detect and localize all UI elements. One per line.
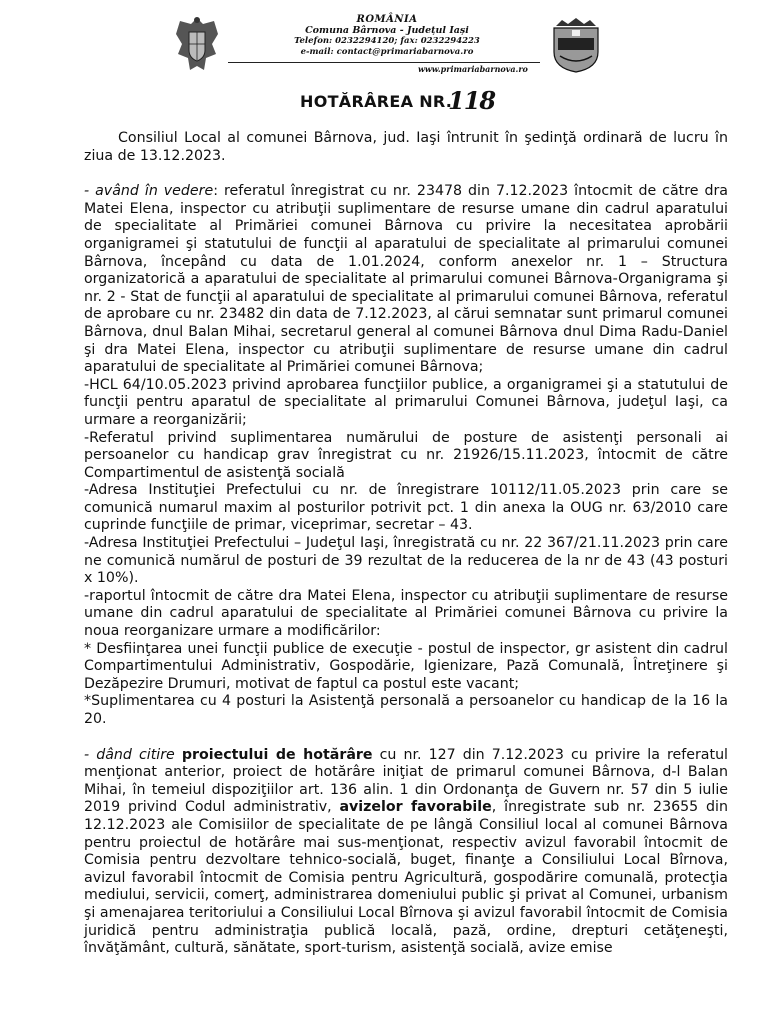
considering-item: * Desfiinţarea unei funcţii publice de execuţie - postul de inspector, gr asistent din cadrul Compartimentului Administrativ, Gospodărie, Igienizare, Pază Comunală, Întreţinere şi Dezăpezire Drumuri, motivat de faptul ca postul este vacant; xyxy=(84,640,728,692)
considering-item: -Adresa Instituţiei Prefectului – Judeţul Iaşi, înregistrată cu nr. 22 367/21.11.2023 prin care ne comunică numărul de posturi de 39 rezultat de la reducerea de la nr de 43 (43 posturi x 10%). xyxy=(84,535,728,587)
considering-item: -Referatul privind suplimentarea numărului de posture de asistenţi personali ai persoanelor cu handicap grav înregistrat cu nr. 21926/15.11.2023, întocmit de către Compartimentul de asistenţă socială xyxy=(84,429,728,481)
commune-name: Comuna Bârnova - Județul Iași xyxy=(305,25,469,36)
decision-title: HOTĂRÂREA NR. xyxy=(300,92,453,111)
considering-item: -HCL 64/10.05.2023 privind aprobarea funcţiilor publice, a organigramei şi a statutului de funcţii pentru aparatul de specialitate al primarului Comunei Bârnova, judeţul Iaşi, ca urmare a reorganizării; xyxy=(84,376,728,428)
romanian-coat-of-arms-icon xyxy=(172,14,222,74)
phone-fax: Telefon: 0232294120; fax: 0232294223 xyxy=(294,36,480,46)
letterhead xyxy=(0,0,768,90)
considering-item: -Adresa Instituţiei Prefectului cu nr. de înregistrare 10112/11.05.2023 prin care se comunică numarul maxim al posturilor potrivit pct. 1 din anexa la OUG nr. 63/2010 care cuprinde funcţiile de primar, viceprimar, secretar – 43. xyxy=(84,482,728,534)
reading-text-1: cu nr. 127 din 7.12.2023 cu privire la referatul menţionat anterior, proiect de hotărâre iniţiat de primarul comunei Bârnova, d-l Balan Mihai, în temeiul dispoziţiilor art. 136 alin. 1 din Ordonanţa de Guvern nr. 57 din 5 iulie 2019 privind Codul administrativ, xyxy=(84,746,729,816)
country-name: ROMÂNIA xyxy=(356,14,418,25)
header-divider xyxy=(228,62,540,63)
favorable-opinions-label: avizelor favorabile xyxy=(339,799,492,816)
reading-text-2: , înregistrate sub nr. 23655 din 12.12.2023 ale Comisiilor de specialitate de pe lângă Consiliul local al comunei Bârnova pentru proiectul de hotărâre mai sus-menţionat, respectiv avizul favorabil întocmit de Comisia pentru dezvoltare tehnico-socială, buget, finanţe a Consiliului Local Bîrnova, avizul favorabil întocmit de Comisia pentru Agricultură, gospodărire comunală, protecţia mediului, servicii, comerţ, administrarea domeniului public şi privat al Comunei, urbanism şi amenajarea teritoriului a Consiliului Local Bîrnova şi avizul favorabil întocmit de Comisia juridică pentru administraţia publică locală, pază, ordine, drepturi cetăţeneşti, învăţământ, cultură, sănătate, sport-turism, asistenţă socială, avize emise xyxy=(84,799,728,957)
intro-paragraph: Consiliul Local al comunei Bârnova, jud. Iaşi întrunit în şedinţă ordinară de lucru în ziua de 13.12.2023. xyxy=(84,130,728,164)
reading-lead: - dând citire xyxy=(84,746,182,763)
email-address: e-mail: contact@primariabarnova.ro xyxy=(300,47,474,57)
barnova-coat-of-arms-icon xyxy=(548,16,604,74)
document-body xyxy=(84,130,728,958)
considering-item: -raportul întocmit de către dra Matei Elena, inspector cu atribuţii suplimentare de resurse umane din cadrul aparatului de specialitate al Primăriei comunei Bârnova cu privire la noua reorganizare urmare a modificărilor: xyxy=(84,587,728,640)
website-link[interactable]: www.primariabarnova.ro xyxy=(418,64,528,74)
considering-paragraph xyxy=(84,183,728,377)
draft-decision-label: proiectului de hotărâre xyxy=(181,746,373,763)
considering-item: *Suplimentarea cu 4 posturi la Asistenţă personală a persoanelor cu handicap de la 16 la 20. xyxy=(84,693,728,727)
decision-number: 118 xyxy=(448,86,496,115)
letterhead-text xyxy=(262,14,512,58)
reading-paragraph xyxy=(84,747,728,958)
considering-lead: - având în vedere xyxy=(84,183,214,200)
considering-text: : referatul înregistrat cu nr. 23478 din 7.12.2023 întocmit de către dra Matei Elena, inspector cu atribuţii suplimentare de resurse umane din cadrul aparatului de specialitate al Primăriei comunei Bârnova cu privire la necesitatea aprobării organigramei şi statutului de funcţii al aparatului de specialitate al primarului comunei Bârnova, începând cu data de 1.01.2024, conform anexelor nr. 1 – Structura organizatorică a aparatului de specialitate al primarului comunei Bârnova-Organigrama şi nr. 2 - Stat de funcţii al aparatului de specialitate al primarului comunei Bârnova, referatul de aprobare cu nr. 23482 din data de 7.12.2023, al cărui semnatar sunt primarul comunei Bârnova, dnul Balan Mihai, secretarul general al comunei Bârnova dnul Dima Radu-Daniel şi dra Matei Elena, inspector cu atribuţii suplimentare de resurse umane din cadrul aparatului de specialitate al Primăriei comunei Bârnova; xyxy=(84,183,728,376)
